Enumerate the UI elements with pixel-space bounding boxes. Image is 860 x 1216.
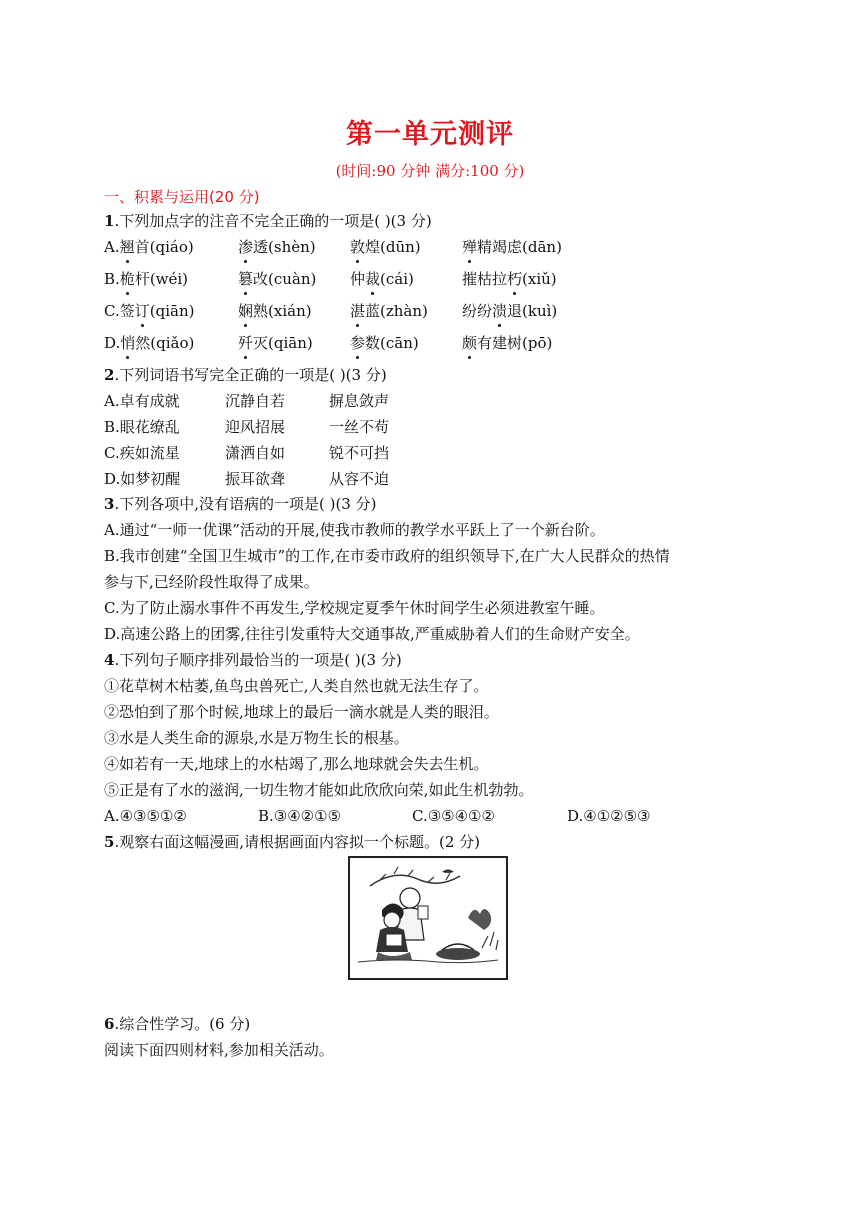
question-text: .综合性学习。(6 分) [114,1015,251,1033]
dotted-character: 参 [350,334,366,352]
word-suffix-pinyin: 数(cān) [365,334,419,352]
question-number: 2 [104,366,115,384]
word-suffix-pinyin: 杆(wéi) [134,270,189,288]
pinyin-item [462,268,557,290]
word-item: 一丝不苟 [329,418,390,436]
word-suffix-pinyin: 煌(dūn) [365,238,421,256]
sentence-5: ⑤正是有了水的滋润,一切生物才能如此欣欣向荣,如此生机勃勃。 [104,781,534,799]
pinyin-item [104,236,194,258]
question-text: .下列各项中,没有语病的一项是( )(3 分) [114,495,377,513]
question-3-option-a: A.通过“一师一优课”活动的开展,使我市教师的教学水平跃上了一个新台阶。 [104,521,605,539]
dotted-character: 朽 [507,270,523,288]
question-number: 6 [104,1015,115,1033]
pinyin-item [238,300,312,322]
dotted-character: 歼 [238,334,254,352]
question-3-stem [104,494,376,514]
pinyin-item [350,332,419,354]
option-label: D. [104,334,121,352]
pinyin-item [104,268,188,290]
pinyin-item [104,332,194,354]
word-suffix-pinyin: 熟(xián) [253,302,312,320]
dotted-character: 娴 [238,302,254,320]
word-suffix-pinyin: 透(shèn) [253,238,316,256]
word-item: 潇洒自如 [225,444,286,462]
question-3-option-b: B.我市创建“全国卫生城市”的工作,在市委市政府的组织领导下,在广大人民群众的热情 [104,547,670,565]
word-item: 振耳欲聋 [225,470,286,488]
option-label: B. [104,270,120,288]
pinyin-item [350,300,428,322]
sentence-1: ①花草树木枯萎,鱼鸟虫兽死亡,人类自然也就无法生存了。 [104,677,489,695]
word-item: 迎风招展 [225,418,286,436]
word-prefix: 纷纷 [462,302,493,320]
question-6-stem [104,1014,250,1034]
word-item: 摒息敛声 [329,392,390,410]
word-suffix-pinyin: (cái) [380,270,414,288]
page-title: 第一单元测评 [346,119,514,150]
dotted-character: 裁 [365,270,381,288]
dotted-character: 湛 [350,302,366,320]
word-prefix: 签 [119,302,135,320]
word-suffix-pinyin: 精竭虑(dān) [477,238,562,256]
pinyin-item [462,236,562,258]
word-item: C.疾如流星 [104,444,180,462]
question-3-option-b-cont: 参与下,已经阶段性取得了成果。 [104,573,319,591]
option-d: D.④①②⑤③ [567,807,651,825]
dotted-character: 订 [134,302,150,320]
word-suffix-pinyin: 灭(qiān) [253,334,313,352]
word-suffix-pinyin: 改(cuàn) [253,270,317,288]
pinyin-item [238,332,313,354]
word-suffix-pinyin: 蓝(zhàn) [365,302,428,320]
dotted-character: 渗 [238,238,254,256]
cartoon-drawing [350,858,506,978]
question-text: .下列词语书写完全正确的一项是( )(3 分) [114,366,387,384]
pinyin-item [350,236,421,258]
question-number: 4 [104,651,115,669]
dotted-character: 悄 [120,334,136,352]
question-2-stem [104,365,387,385]
pinyin-item [350,268,414,290]
dotted-character: 篡 [238,270,254,288]
sentence-4: ④如若有一天,地球上的水枯竭了,那么地球就会失去生机。 [104,755,489,773]
dotted-character: 颇 [462,334,478,352]
word-suffix-pinyin: 首(qiáo) [134,238,194,256]
section-heading: 一、积累与运用(20 分) [104,188,260,206]
dotted-character: 溃 [492,302,508,320]
word-item: 锐不可挡 [329,444,390,462]
pinyin-item [104,300,194,322]
question-1-stem [104,211,432,231]
word-suffix-pinyin: 退(kuì) [507,302,558,320]
pinyin-item [238,236,316,258]
word-item: B.眼花缭乱 [104,418,180,436]
pinyin-item [462,332,552,354]
word-prefix: 仲 [350,270,366,288]
dotted-character: 殚 [462,238,478,256]
question-number: 3 [104,495,115,513]
word-item: A.卓有成就 [104,392,180,410]
exam-time-score: (时间:90 分钟 满分:100 分) [335,162,525,180]
word-item: 沉静自若 [225,392,286,410]
question-text: .下列句子顺序排列最恰当的一项是( )(3 分) [114,651,402,669]
option-label: C. [104,302,120,320]
word-prefix: 摧枯拉 [462,270,508,288]
question-4-stem [104,650,402,670]
dotted-character: 桅 [119,270,135,288]
sentence-2: ②恐怕到了那个时候,地球上的最后一滴水就是人类的眼泪。 [104,703,499,721]
question-text: .观察右面这幅漫画,请根据画面内容拟一个标题。(2 分) [114,833,480,851]
sentence-3: ③水是人类生命的源泉,水是万物生长的根基。 [104,729,409,747]
dotted-character: 翘 [119,238,135,256]
pinyin-item [238,268,316,290]
question-3-option-d: D.高速公路上的团雾,往往引发重特大交通事故,严重威胁着人们的生命财产安全。 [104,625,640,643]
option-b: B.③④②①⑤ [258,807,342,825]
word-suffix-pinyin: (qiān) [149,302,195,320]
word-suffix-pinyin: (xiǔ) [522,270,557,288]
question-number: 1 [104,212,115,230]
word-suffix-pinyin: 有建树(pō) [477,334,553,352]
question-6-intro: 阅读下面四则材料,参加相关活动。 [104,1041,334,1059]
question-3-option-c: C.为了防止溺水事件不再发生,学校规定夏季午休时间学生必须进教室午睡。 [104,599,605,617]
word-suffix-pinyin: 然(qiǎo) [135,334,195,352]
word-item: 从容不迫 [329,470,390,488]
option-c: C.③⑤④①② [412,807,495,825]
question-5-stem [104,832,480,852]
word-item: D.如梦初醒 [104,470,181,488]
option-a: A.④③⑤①② [104,807,187,825]
dotted-character: 敦 [350,238,366,256]
pinyin-item [462,300,557,322]
option-label: A. [104,238,120,256]
cartoon-image [348,856,508,980]
question-number: 5 [104,833,115,851]
question-text: .下列加点字的注音不完全正确的一项是( )(3 分) [114,212,432,230]
